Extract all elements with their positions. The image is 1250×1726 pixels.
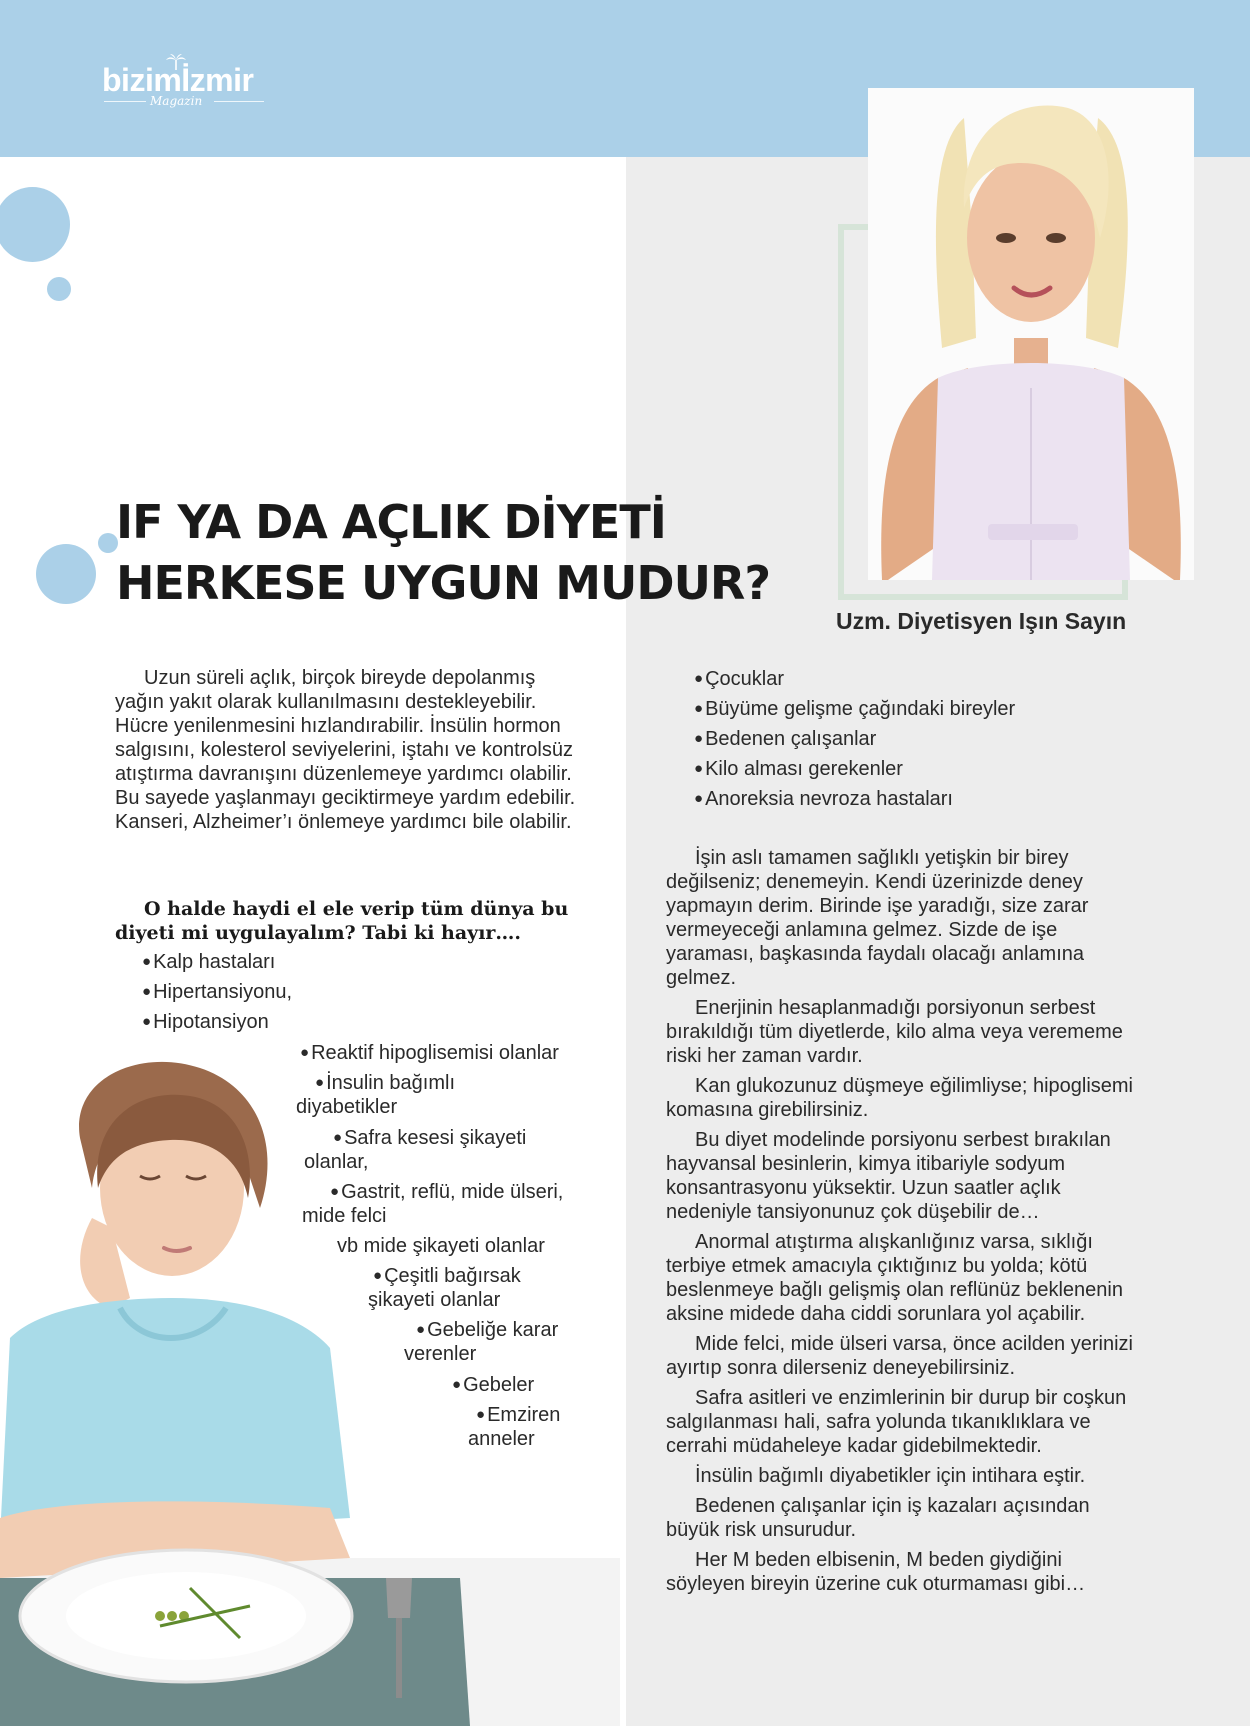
author-portrait	[868, 88, 1194, 580]
left-bullet-10-cont: verenler	[404, 1343, 477, 1365]
right-bullet-5: ● Anoreksia nevroza hastaları	[694, 788, 953, 810]
right-bullet-2: ● Büyüme gelişme çağındaki bireyler	[694, 698, 1016, 720]
magazine-logo[interactable]	[102, 60, 272, 110]
right-paragraph-2: Enerjinin hesaplanmadığı porsiyonun serbest bırakıldığı tüm diyetlerde, kilo alma veya verememe riski her zaman vardır.	[666, 997, 1123, 1067]
intro-paragraph	[115, 666, 585, 834]
right-bullet-3: ● Bedenen çalışanlar	[694, 728, 877, 750]
author-illustration	[868, 88, 1194, 580]
decor-circle-title	[36, 544, 96, 604]
left-bullet-12-cont: anneler	[468, 1428, 535, 1450]
left-bullet-9: ● Çeşitli bağırsak	[373, 1265, 521, 1287]
logo-text: bizimİzmir	[102, 62, 254, 98]
left-bullet-4: ● Reaktif hipoglisemisi olanlar	[300, 1042, 559, 1064]
left-bullet-3: ● Hipotansiyon	[142, 1011, 269, 1033]
left-bullet-9-cont: şikayeti olanlar	[368, 1289, 501, 1311]
palm-tree-icon	[164, 54, 188, 70]
left-bullet-5-cont: diyabetikler	[296, 1096, 398, 1118]
left-bullet-2: ● Hipertansiyonu,	[142, 981, 293, 1003]
left-bullet-7: ● Gastrit, reflü, mide ülseri,	[330, 1181, 564, 1203]
right-paragraph-8: İnsülin bağımlı diyabetikler için intihara eştir.	[695, 1465, 1086, 1487]
right-column-text	[666, 846, 1146, 1602]
left-bullet-7-cont: mide felci	[302, 1205, 387, 1227]
left-bullet-6-cont: olanlar,	[304, 1151, 369, 1173]
decor-circle-small	[47, 277, 71, 301]
right-paragraph-10: Her M beden elbisenin, M beden giydiğini söyleyen bireyin üzerine cuk oturmaması gibi…	[666, 1549, 1086, 1595]
right-paragraph-3: Kan glukozunuz düşmeye eğilimliyse; hipoglisemi komasına girebilirsiniz.	[666, 1075, 1133, 1121]
author-caption: Uzm. Diyetisyen Işın Sayın	[836, 608, 1127, 634]
left-bullet-6: ● Safra kesesi şikayeti	[333, 1127, 527, 1149]
right-paragraph-1: İşin aslı tamamen sağlıklı yetişkin bir birey değilseniz; denemeyin. Kendi üzerinizde deney yapmayın derim. Birinde işe yaradığı, size zarar vermeyeceği anlamına gelmez. Sizde de işe yaraması, başkasında faydalı olacağı anlamına gelmez.	[666, 847, 1089, 989]
question-text: O halde haydi el ele verip tüm dünya bu diyeti mi uygulayalım? Tabi ki hayır….	[115, 898, 569, 944]
right-paragraph-5: Anormal atıştırma alışkanlığınız varsa, sıklığı terbiye etmek amacıyla çıktığınız bu yolda; kötü beslenmeye bağlı gelişmiş olan reflünüz beklenenin aksine midede daha ciddi sorunlara yol açabilir.	[666, 1231, 1123, 1325]
logo-subtitle: Magazin	[150, 94, 203, 108]
right-bullet-4: ● Kilo alması gerekenler	[694, 758, 903, 780]
left-bullet-10: ● Gebeliğe karar	[416, 1319, 559, 1341]
left-bullet-5: ● İnsulin bağımlı	[315, 1072, 456, 1094]
right-paragraph-9: Bedenen çalışanlar için iş kazaları açısından büyük risk unsurudur.	[666, 1495, 1090, 1541]
title-line-2: HERKESE UYGUN MUDUR?	[116, 556, 771, 610]
title-line-1: IF YA DA AÇLIK DİYETİ	[116, 495, 666, 549]
decor-circle-large	[0, 187, 70, 262]
intro-text: Uzun süreli açlık, birçok bireyde depolanmış yağın yakıt olarak kullanılmasını destekleyebilir. Hücre yenilenmesini hızlandırabilir. İnsülin hormon salgısını, kolesterol seviyelerini, iştahı ve kontrolsüz atıştırma davranışını düzenlemeye yardımcı olabilir. Bu sayede yaşlanmayı geciktirmeye yardım edebilir. Kanseri, Alzheimer’ı önlemeye yardımcı bile olabilir.	[115, 667, 576, 833]
decor-circle-tiny	[98, 533, 118, 553]
left-bullet-11: ● Gebeler	[452, 1374, 535, 1396]
left-bullet-8: vb mide şikayeti olanlar	[337, 1235, 545, 1257]
article-title	[116, 492, 770, 614]
right-bullet-1: ● Çocuklar	[694, 668, 784, 690]
right-paragraph-7: Safra asitleri ve enzimlerinin bir durup bir coşkun salgılanması hali, safra yolunda tıkanıklıklara ve cerrahi müdaheleye kadar gidebilmektedir.	[666, 1387, 1127, 1457]
right-paragraph-6: Mide felci, mide ülseri varsa, önce acilden yerinizi ayırtıp sonra dilerseniz deneyebilirsiniz.	[666, 1333, 1133, 1379]
left-bullet-1: ● Kalp hastaları	[142, 951, 276, 973]
right-paragraph-4: Bu diyet modelinde porsiyonu serbest bırakılan hayvansal besinlerin, kimya itibariyle sodyum konsantrasyonu yüksektir. Uzun saatler açlık nedeniyle tansiyonunuz çok düşebilir de…	[666, 1129, 1111, 1223]
left-bullet-12: ● Emziren	[476, 1404, 561, 1426]
